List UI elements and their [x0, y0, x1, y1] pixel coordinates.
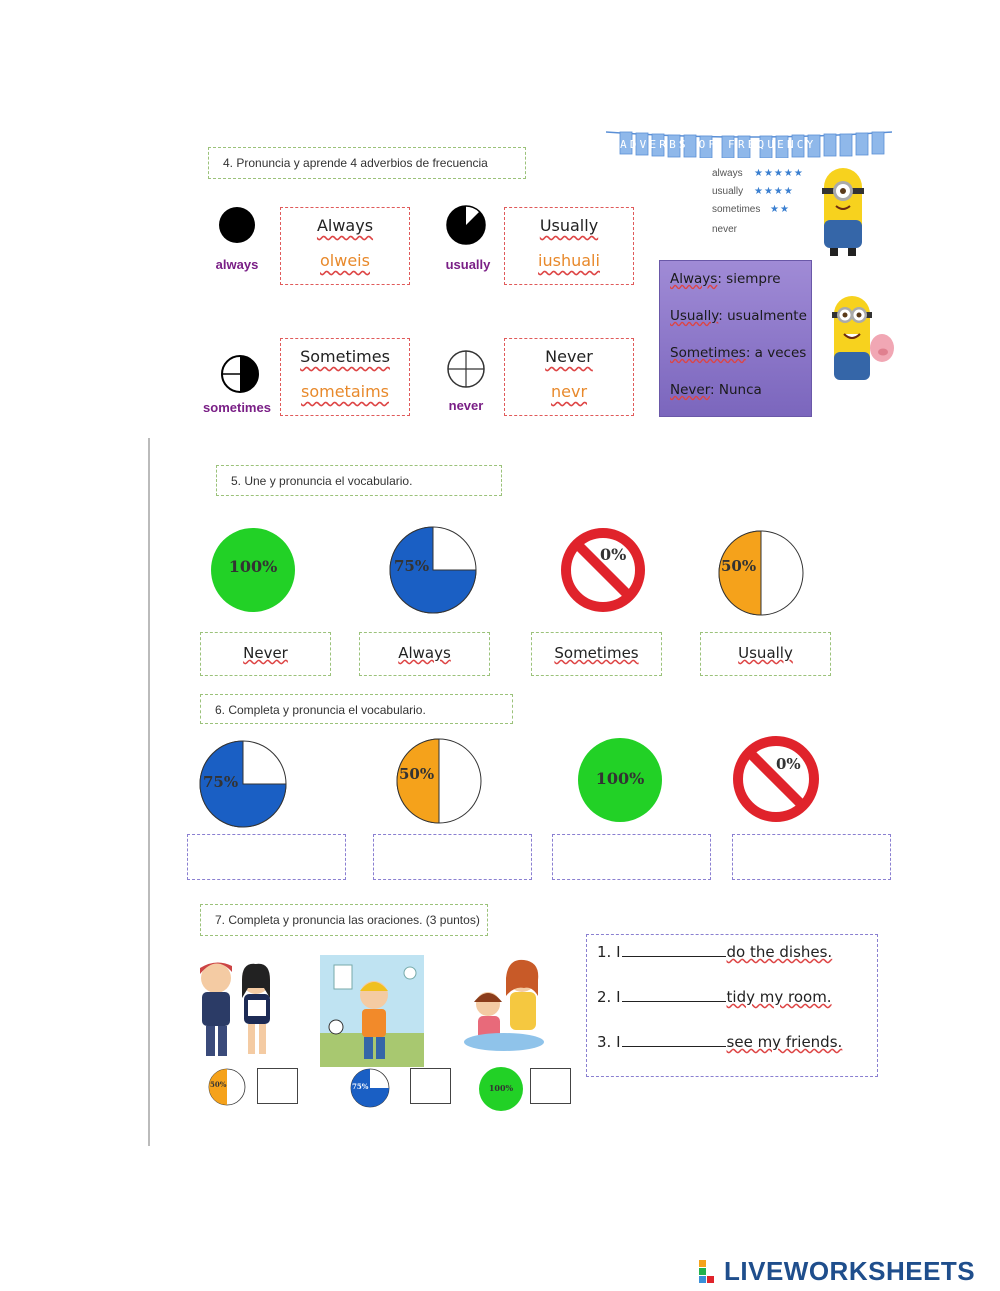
- sentence-number: 3.: [597, 1033, 612, 1051]
- usually-card-icon: [438, 203, 498, 279]
- card-word: Never: [545, 347, 593, 366]
- answer-square-2[interactable]: [410, 1068, 451, 1104]
- sometimes-card-icon: [200, 352, 274, 422]
- tidy-room-illustration: [320, 955, 424, 1067]
- sentence-start: I: [616, 943, 621, 961]
- sentence-number: 2.: [597, 988, 612, 1006]
- translation-en: Usually: [670, 308, 719, 324]
- small-circle-100: [478, 1066, 524, 1112]
- answer-square-3[interactable]: [530, 1068, 571, 1104]
- card-pronunciation: sometaims: [301, 382, 389, 401]
- match-word-usually[interactable]: [700, 632, 831, 676]
- sentence-number: 1.: [597, 943, 612, 961]
- translation-en: Never: [670, 382, 711, 398]
- percent-circle-50: [717, 529, 805, 617]
- frequency-banner: [606, 128, 892, 158]
- sentences-box: [586, 934, 878, 1077]
- icon-label: usually: [445, 257, 491, 272]
- dishes-illustration: [458, 956, 552, 1060]
- sentence-end: tidy my room.: [726, 988, 832, 1006]
- legend-label: sometimes: [712, 204, 761, 215]
- legend-stars: ★★★★★: [754, 168, 804, 179]
- legend-stars: ★★★★: [754, 186, 794, 197]
- section6-instruction: 6. Completa y pronuncia el vocabulario.: [200, 694, 513, 724]
- percent-label: 75%: [352, 1082, 369, 1091]
- no-sign-icon: [558, 525, 648, 615]
- percent-label: 75%: [203, 773, 239, 791]
- percent-label: 50%: [721, 557, 757, 575]
- match-word-sometimes[interactable]: [531, 632, 662, 676]
- sentence-blank[interactable]: [622, 956, 726, 957]
- icon-label: sometimes: [203, 400, 271, 415]
- small-circle-75: [350, 1068, 390, 1108]
- percent-circle-100: [210, 527, 296, 613]
- icon-label: always: [215, 257, 259, 272]
- answer-input-3[interactable]: [552, 834, 711, 880]
- percent-circle-75: [198, 739, 288, 829]
- legend-label: usually: [712, 186, 744, 197]
- answer-square-1[interactable]: [257, 1068, 298, 1104]
- minion-pig-illustration: [826, 286, 896, 390]
- minion-illustration: [812, 160, 872, 260]
- prohibited-circle-0: [730, 733, 822, 825]
- translation-es: : a veces: [745, 345, 807, 361]
- percent-label: 50%: [399, 765, 435, 783]
- percent-label: 100%: [595, 769, 645, 788]
- sentence-end: do the dishes.: [726, 943, 833, 961]
- percent-label: 100%: [488, 1083, 514, 1093]
- percent-circle-50: [395, 737, 483, 825]
- icon-label: never: [448, 398, 484, 413]
- always-card-icon: [208, 203, 266, 279]
- translation-en: Sometimes: [670, 345, 746, 361]
- match-word: Usually: [738, 644, 793, 662]
- percent-label: 50%: [210, 1080, 227, 1089]
- sentence-1: [597, 943, 877, 988]
- translation-es: : usualmente: [718, 308, 807, 324]
- never-card-icon: [436, 346, 496, 416]
- word-card-always: [280, 207, 410, 285]
- sentence-blank[interactable]: [622, 1046, 726, 1047]
- liveworksheets-logo-icon: [698, 1259, 724, 1285]
- translation-es: : siempre: [717, 271, 781, 287]
- section5-instruction: 5. Une y pronuncia el vocabulario.: [216, 465, 502, 496]
- sentence-start: I: [616, 1033, 621, 1051]
- three-quarter-circle-icon: [438, 203, 498, 253]
- friends-illustration: [190, 958, 282, 1062]
- word-card-never: [504, 338, 634, 416]
- word-card-sometimes: [280, 338, 410, 416]
- legend-stars: ★★: [770, 204, 790, 215]
- frequency-legend: [712, 168, 812, 242]
- percent-circle-75: [388, 525, 478, 615]
- empty-circle-icon: [436, 346, 496, 394]
- section4-instruction: 4. Pronuncia y aprende 4 adverbios de frecuencia: [208, 147, 526, 179]
- card-pronunciation: nevr: [550, 382, 588, 401]
- section7-instruction: 7. Completa y pronuncia las oraciones. (3 puntos): [200, 904, 488, 936]
- card-word: Sometimes: [300, 347, 390, 366]
- match-word: Never: [243, 644, 288, 662]
- banner-title: ADVERBS OF FREQUENCY: [620, 138, 817, 151]
- sentence-start: I: [616, 988, 621, 1006]
- prohibited-circle-0: [558, 525, 648, 615]
- legend-label: always: [712, 168, 743, 179]
- percent-label: 0%: [776, 755, 801, 773]
- card-pronunciation: iushuali: [538, 251, 600, 270]
- sentence-3: [597, 1033, 877, 1078]
- match-word: Always: [398, 644, 451, 662]
- legend-label: never: [712, 224, 738, 235]
- sentence-blank[interactable]: [622, 1001, 726, 1002]
- half-circle-icon: [200, 352, 274, 396]
- word-card-usually: [504, 207, 634, 285]
- card-word: Usually: [539, 216, 599, 235]
- match-word-always[interactable]: [359, 632, 490, 676]
- small-circle-50: [208, 1068, 246, 1106]
- full-circle-icon: [208, 203, 266, 253]
- margin-line: [148, 438, 150, 1146]
- liveworksheets-logo: [698, 1256, 996, 1288]
- sentence-end: see my friends.: [726, 1033, 843, 1051]
- match-word: Sometimes: [554, 644, 639, 662]
- translation-es: : Nunca: [710, 382, 762, 398]
- percent-circle-100: [577, 737, 663, 823]
- percent-label: 75%: [394, 557, 430, 575]
- answer-input-1[interactable]: [187, 834, 346, 880]
- translation-box: [659, 260, 812, 417]
- card-word: Always: [316, 216, 374, 235]
- percent-label: 100%: [228, 557, 278, 576]
- sentence-2: [597, 988, 877, 1033]
- percent-label: 0%: [600, 545, 627, 564]
- match-word-never[interactable]: [200, 632, 331, 676]
- translation-en: Always: [670, 271, 718, 287]
- card-pronunciation: olweis: [320, 251, 370, 270]
- brand-name: LIVEWORKSHEETS: [724, 1256, 976, 1286]
- answer-input-2[interactable]: [373, 834, 532, 880]
- answer-input-4[interactable]: [732, 834, 891, 880]
- no-sign-icon: [730, 733, 822, 825]
